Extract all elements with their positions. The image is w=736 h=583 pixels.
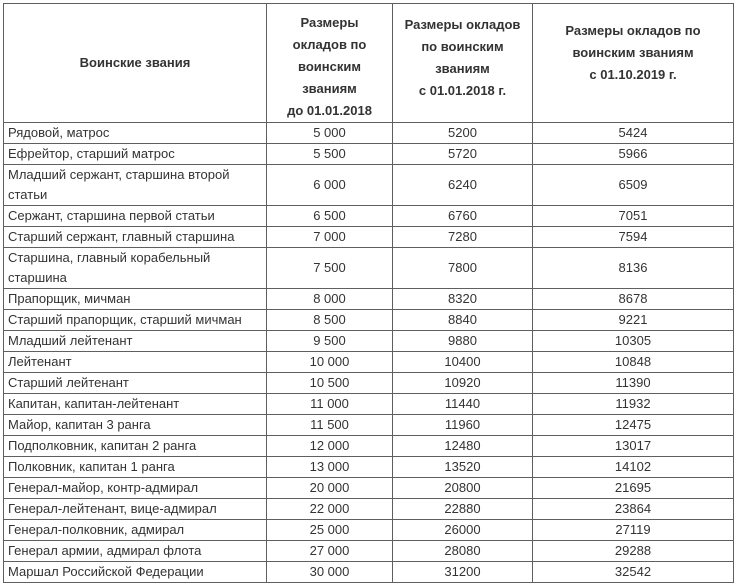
header-before-line: воинским <box>298 59 361 74</box>
header-2018-line: с 01.01.2018 г. <box>418 83 507 98</box>
salary-before-cell: 12 000 <box>267 436 393 457</box>
table-row <box>4 520 734 541</box>
rank-cell: Подполковник, капитан 2 ранга <box>4 436 267 457</box>
rank-cell: Ефрейтор, старший матрос <box>4 144 267 165</box>
salary-2018-cell: 26000 <box>393 520 533 541</box>
salary-2018-cell: 7280 <box>393 227 533 248</box>
table-row <box>4 248 734 289</box>
rank-cell: Младший лейтенант <box>4 331 267 352</box>
rank-cell: Генерал-майор, контр-адмирал <box>4 478 267 499</box>
header-2019-line: с 01.10.2019 г. <box>589 67 677 82</box>
salary-before-cell: 6 500 <box>267 206 393 227</box>
salary-2019-cell: 7594 <box>533 227 734 248</box>
salary-before-cell: 6 000 <box>267 165 393 206</box>
header-before-2018 <box>267 4 393 123</box>
rank-cell: Сержант, старшина первой статьи <box>4 206 267 227</box>
rank-cell: Маршал Российской Федерации <box>4 562 267 583</box>
salary-2019-cell: 10848 <box>533 352 734 373</box>
salary-2019-cell: 6509 <box>533 165 734 206</box>
salary-before-cell: 8 500 <box>267 310 393 331</box>
salary-before-cell: 7 000 <box>267 227 393 248</box>
salary-before-cell: 27 000 <box>267 541 393 562</box>
salary-2019-cell: 14102 <box>533 457 734 478</box>
salary-2018-cell: 10400 <box>393 352 533 373</box>
salary-2019-cell: 11932 <box>533 394 734 415</box>
table-row <box>4 206 734 227</box>
salary-before-cell: 5 500 <box>267 144 393 165</box>
salary-before-cell: 7 500 <box>267 248 393 289</box>
salary-2019-cell: 32542 <box>533 562 734 583</box>
table-row <box>4 478 734 499</box>
salary-2018-cell: 11440 <box>393 394 533 415</box>
table-row <box>4 289 734 310</box>
salary-before-cell: 5 000 <box>267 123 393 144</box>
table-row <box>4 123 734 144</box>
rank-cell: Рядовой, матрос <box>4 123 267 144</box>
rank-cell: Генерал-лейтенант, вице-адмирал <box>4 499 267 520</box>
salary-table <box>3 3 734 583</box>
table-row <box>4 436 734 457</box>
salary-2018-cell: 31200 <box>393 562 533 583</box>
salary-2019-cell: 29288 <box>533 541 734 562</box>
header-from-2018 <box>393 4 533 123</box>
rank-cell: Генерал-полковник, адмирал <box>4 520 267 541</box>
salary-2019-cell: 8678 <box>533 289 734 310</box>
salary-2018-cell: 6760 <box>393 206 533 227</box>
header-2019-line: воинским званиям <box>572 45 694 60</box>
salary-2019-cell: 13017 <box>533 436 734 457</box>
header-before-line: Размеры <box>300 15 359 30</box>
table-row <box>4 331 734 352</box>
table-row <box>4 394 734 415</box>
rank-cell: Младший сержант, старшина второй статьи <box>4 165 267 206</box>
salary-before-cell: 10 000 <box>267 352 393 373</box>
rank-cell: Майор, капитан 3 ранга <box>4 415 267 436</box>
salary-before-cell: 20 000 <box>267 478 393 499</box>
table-row <box>4 562 734 583</box>
salary-2019-cell: 5966 <box>533 144 734 165</box>
salary-before-cell: 8 000 <box>267 289 393 310</box>
rank-cell: Капитан, капитан-лейтенант <box>4 394 267 415</box>
salary-2018-cell: 28080 <box>393 541 533 562</box>
salary-2018-cell: 6240 <box>393 165 533 206</box>
rank-cell: Прапорщик, мичман <box>4 289 267 310</box>
header-before-line: званиям <box>302 81 357 96</box>
rank-cell: Старший прапорщик, старший мичман <box>4 310 267 331</box>
salary-2019-cell: 9221 <box>533 310 734 331</box>
salary-2018-cell: 8320 <box>393 289 533 310</box>
salary-2018-cell: 5720 <box>393 144 533 165</box>
header-2018-line: Размеры окладов <box>404 17 521 32</box>
header-2018-line: по воинским <box>421 39 504 54</box>
header-from-2019 <box>533 4 734 123</box>
salary-before-cell: 25 000 <box>267 520 393 541</box>
salary-2019-cell: 21695 <box>533 478 734 499</box>
salary-2019-cell: 11390 <box>533 373 734 394</box>
rank-cell: Лейтенант <box>4 352 267 373</box>
salary-2019-cell: 12475 <box>533 415 734 436</box>
rank-cell: Старший лейтенант <box>4 373 267 394</box>
salary-before-cell: 11 500 <box>267 415 393 436</box>
table-row <box>4 352 734 373</box>
rank-cell: Полковник, капитан 1 ранга <box>4 457 267 478</box>
salary-2018-cell: 5200 <box>393 123 533 144</box>
salary-2018-cell: 12480 <box>393 436 533 457</box>
salary-2018-cell: 9880 <box>393 331 533 352</box>
salary-2019-cell: 23864 <box>533 499 734 520</box>
salary-2019-cell: 7051 <box>533 206 734 227</box>
salary-before-cell: 22 000 <box>267 499 393 520</box>
salary-before-cell: 9 500 <box>267 331 393 352</box>
header-row <box>4 4 734 123</box>
table-row <box>4 415 734 436</box>
salary-before-cell: 30 000 <box>267 562 393 583</box>
table-row <box>4 165 734 206</box>
table-row <box>4 499 734 520</box>
salary-2018-cell: 7800 <box>393 248 533 289</box>
rank-cell: Генерал армии, адмирал флота <box>4 541 267 562</box>
table-row <box>4 373 734 394</box>
salary-2018-cell: 13520 <box>393 457 533 478</box>
salary-2019-cell: 5424 <box>533 123 734 144</box>
salary-2018-cell: 22880 <box>393 499 533 520</box>
salary-2018-cell: 20800 <box>393 478 533 499</box>
salary-2018-cell: 10920 <box>393 373 533 394</box>
salary-before-cell: 10 500 <box>267 373 393 394</box>
salary-before-cell: 13 000 <box>267 457 393 478</box>
rank-cell: Старшина, главный корабельный старшина <box>4 248 267 289</box>
salary-2018-cell: 8840 <box>393 310 533 331</box>
table-row <box>4 310 734 331</box>
header-2018-line: званиям <box>435 61 490 76</box>
table-row <box>4 144 734 165</box>
salary-before-cell: 11 000 <box>267 394 393 415</box>
header-rank: Воинские звания <box>4 4 267 123</box>
salary-2018-cell: 11960 <box>393 415 533 436</box>
table-row <box>4 227 734 248</box>
table-row <box>4 541 734 562</box>
salary-2019-cell: 27119 <box>533 520 734 541</box>
header-before-line: окладов по <box>292 37 367 52</box>
header-2019-line: Размеры окладов по <box>565 23 701 38</box>
table-row <box>4 457 734 478</box>
rank-cell: Старший сержант, главный старшина <box>4 227 267 248</box>
salary-2019-cell: 8136 <box>533 248 734 289</box>
header-before-line: до 01.01.2018 <box>287 103 372 118</box>
salary-2019-cell: 10305 <box>533 331 734 352</box>
